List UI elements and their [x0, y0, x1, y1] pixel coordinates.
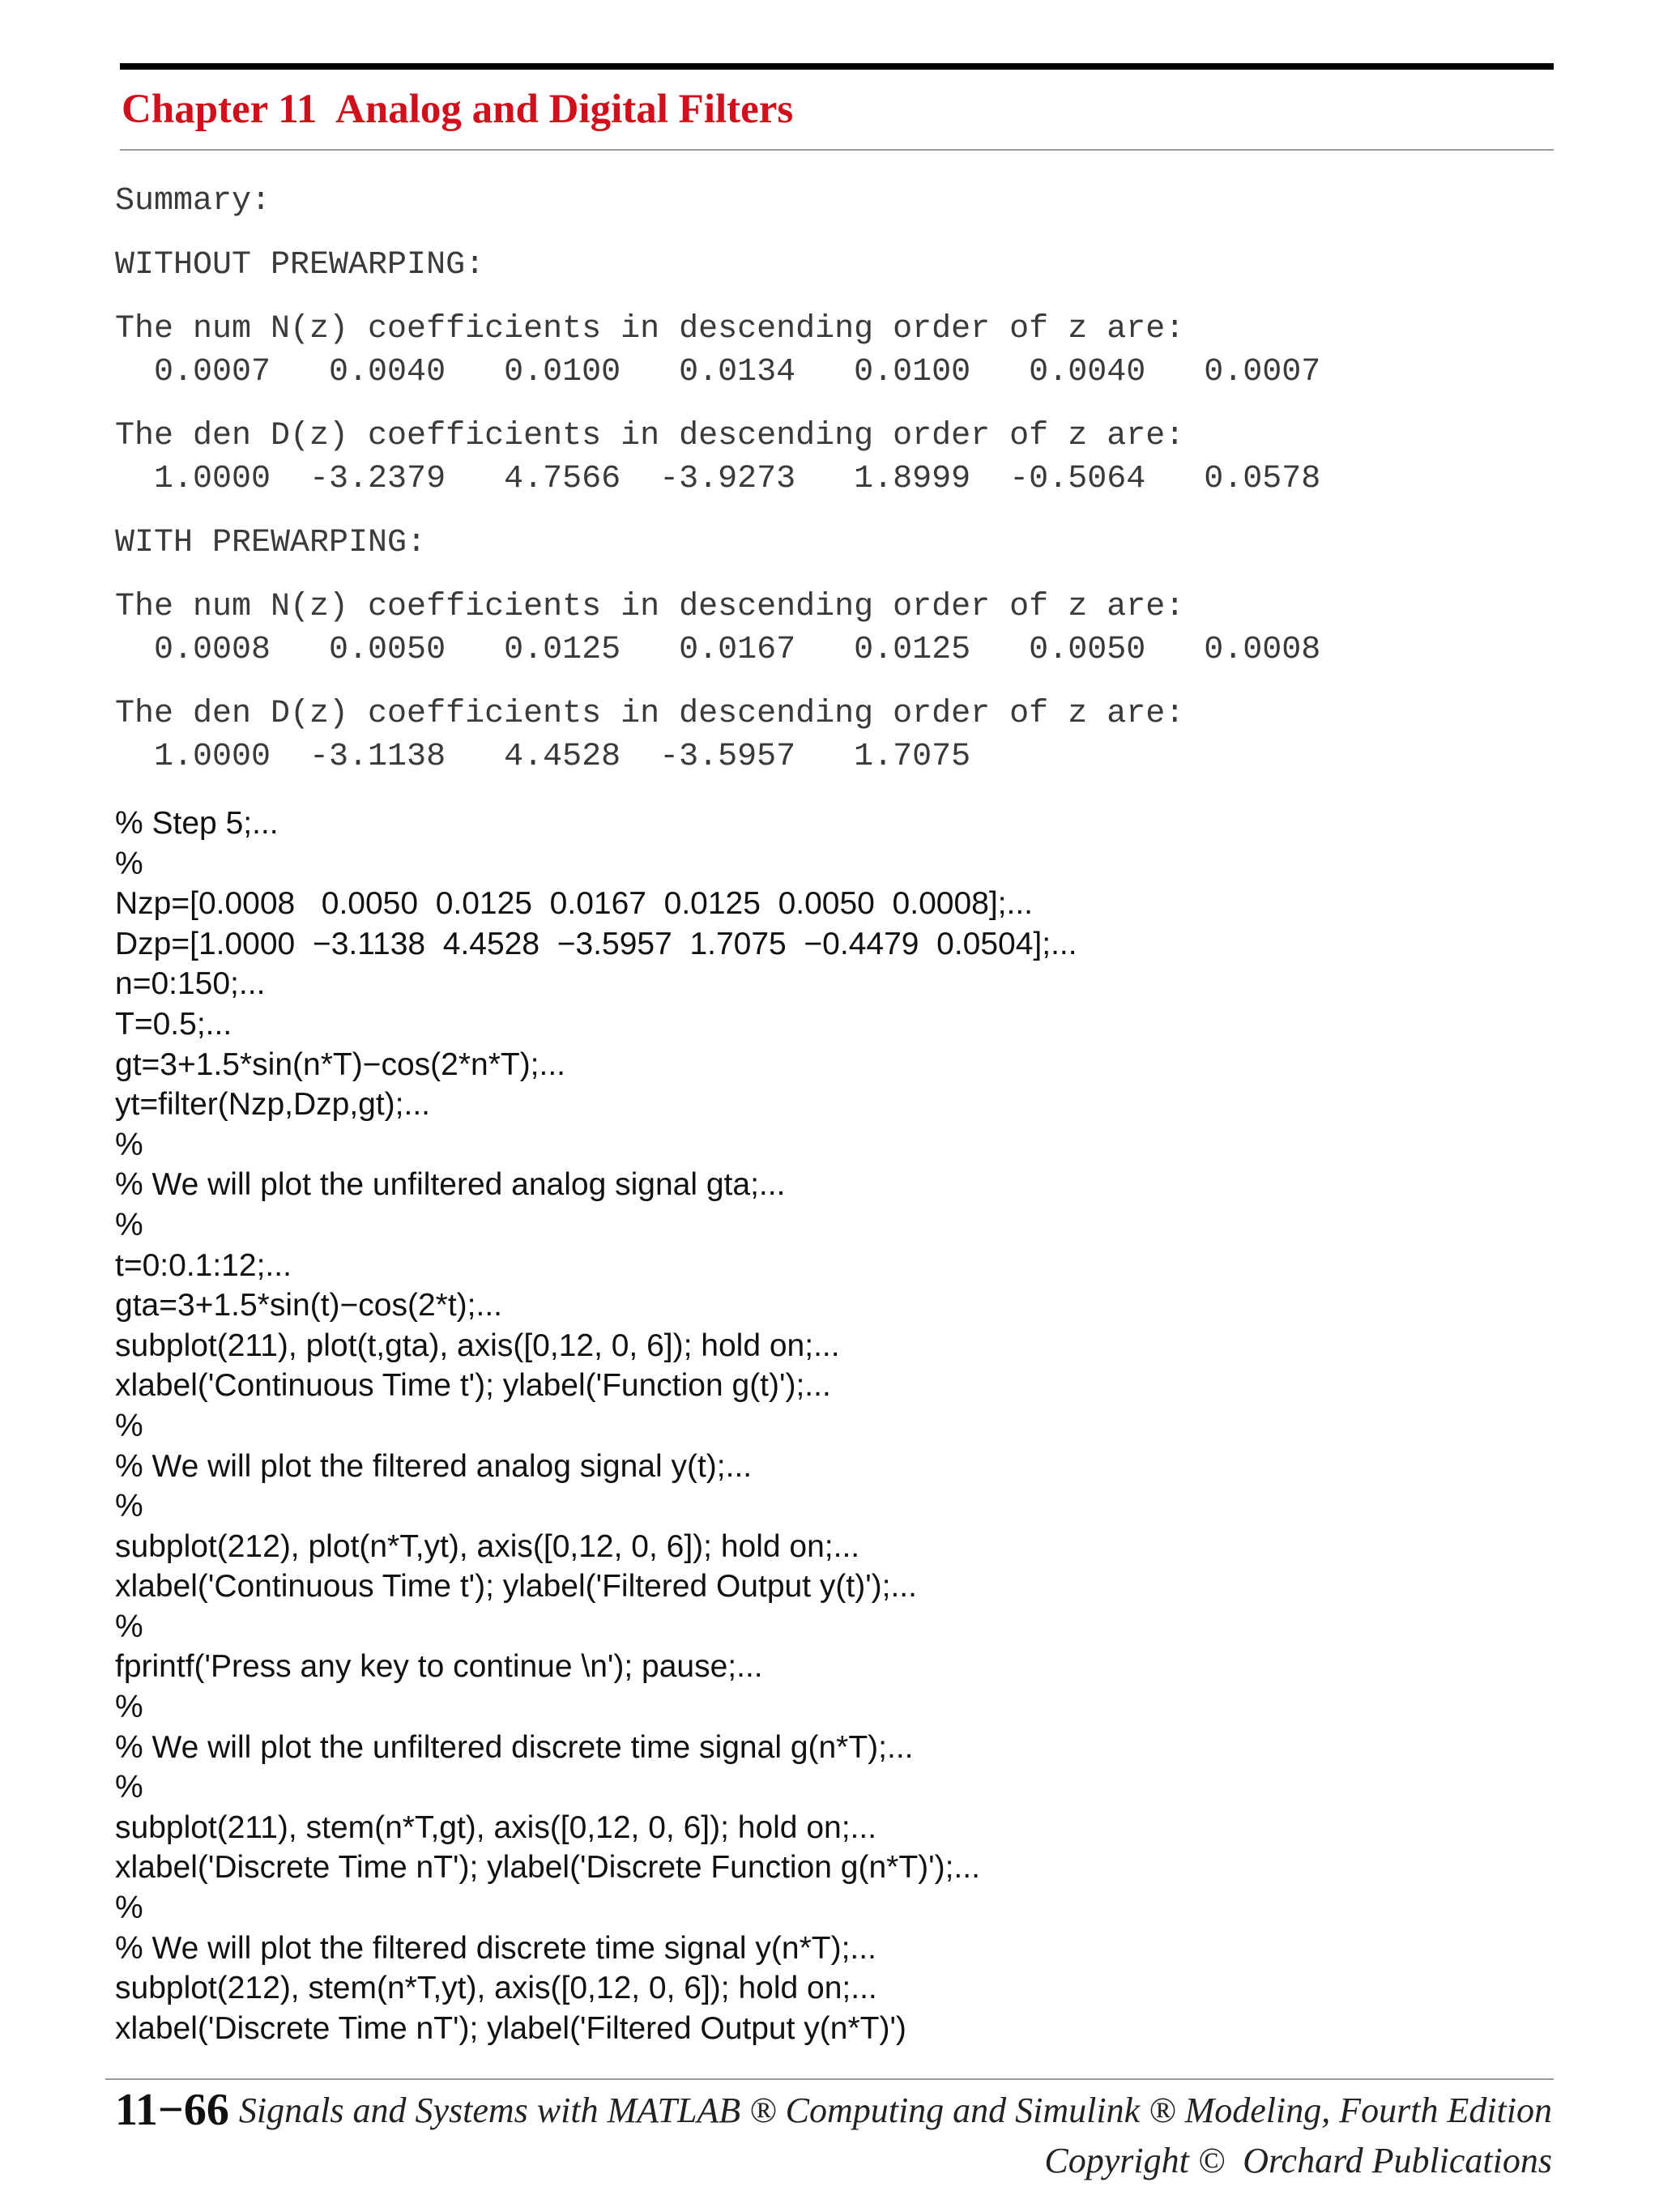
code-line: %: [115, 1609, 143, 1644]
code-line: %: [115, 1207, 143, 1242]
footer-divider: [105, 2078, 1554, 2080]
output-line: The den D(z) coefficients in descending order of z are:: [115, 418, 1185, 454]
code-line: xlabel('Continuous Time t'); ylabel('Filtered Output y(t)');...: [115, 1569, 917, 1605]
code-line: %: [115, 1127, 143, 1162]
output-line: 0.0007 0.0040 0.0100 0.0134 0.0100 0.0040 0.0007: [115, 354, 1321, 390]
matlab-output-summary: [115, 180, 1320, 778]
output-line: 0.0008 0.0050 0.0125 0.0167 0.0125 0.0050 0.0008: [115, 632, 1321, 668]
code-line: xlabel('Continuous Time t'); ylabel('Function g(t)');...: [115, 1368, 831, 1404]
matlab-code-listing: [115, 803, 1077, 2048]
code-line: n=0:150;...: [115, 966, 266, 1002]
code-line: t=0:0.1:12;...: [115, 1247, 292, 1283]
code-line: subplot(212), plot(n*T,yt), axis([0,12, 0, 6]); hold on;...: [115, 1528, 860, 1564]
code-line: % We will plot the unfiltered analog signal gta;...: [115, 1167, 786, 1203]
code-line: yt=filter(Nzp,Dzp,gt);...: [115, 1087, 431, 1123]
output-line: The num N(z) coefficients in descending order of z are:: [115, 589, 1185, 625]
chapter-title: Chapter 11 Analog and Digital Filters: [122, 87, 794, 132]
code-line: %: [115, 1408, 143, 1443]
code-line: T=0.5;...: [115, 1006, 232, 1042]
code-line: subplot(212), stem(n*T,yt), axis([0,12, 0, 6]); hold on;...: [115, 1971, 877, 2006]
code-line: %: [115, 846, 143, 881]
output-line: WITH PREWARPING:: [115, 525, 427, 561]
code-line: subplot(211), plot(t,gta), axis([0,12, 0, 6]); hold on;...: [115, 1328, 840, 1363]
code-line: xlabel('Discrete Time nT'); ylabel('Discrete Function g(n*T)');...: [115, 1850, 980, 1886]
code-line: xlabel('Discrete Time nT'); ylabel('Filtered Output y(n*T)'): [115, 2010, 906, 2046]
title-divider: [120, 149, 1554, 151]
code-line: Dzp=[1.0000 −3.1138 4.4528 −3.5957 1.7075 −0.4479 0.0504];...: [115, 926, 1077, 961]
code-line: gta=3+1.5*sin(t)−cos(2*t);...: [115, 1288, 502, 1323]
book-title: Signals and Systems with MATLAB ® Computing and Simulink ® Modeling, Fourth Edition: [238, 2091, 1552, 2130]
copyright-notice: Copyright © Orchard Publications: [1044, 2141, 1552, 2180]
header-rule: [120, 63, 1554, 70]
code-line: % We will plot the unfiltered discrete time signal g(n*T);...: [115, 1729, 914, 1765]
code-line: %: [115, 1690, 143, 1725]
code-line: subplot(211), stem(n*T,gt), axis([0,12, 0, 6]); hold on;...: [115, 1809, 877, 1845]
page-number: 11−66: [115, 2085, 229, 2135]
output-line: The num N(z) coefficients in descending order of z are:: [115, 311, 1185, 347]
code-line: % We will plot the filtered discrete time signal y(n*T);...: [115, 1930, 876, 1966]
output-line: WITHOUT PREWARPING:: [115, 247, 485, 283]
output-line: Summary:: [115, 183, 271, 219]
output-line: The den D(z) coefficients in descending order of z are:: [115, 696, 1185, 732]
code-line: Nzp=[0.0008 0.0050 0.0125 0.0167 0.0125 0.0050 0.0008];...: [115, 886, 1033, 922]
code-line: %: [115, 1489, 143, 1524]
code-line: % Step 5;...: [115, 806, 279, 841]
code-line: %: [115, 1890, 143, 1926]
code-line: fprintf('Press any key to continue \n'); pause;...: [115, 1649, 763, 1685]
code-line: %: [115, 1770, 143, 1805]
code-line: % We will plot the filtered analog signal y(t);...: [115, 1448, 753, 1484]
output-line: 1.0000 -3.2379 4.7566 -3.9273 1.8999 -0.5064 0.0578: [115, 461, 1321, 497]
code-line: gt=3+1.5*sin(n*T)−cos(2*n*T);...: [115, 1046, 566, 1082]
output-line: 1.0000 -3.1138 4.4528 -3.5957 1.7075: [115, 739, 971, 775]
